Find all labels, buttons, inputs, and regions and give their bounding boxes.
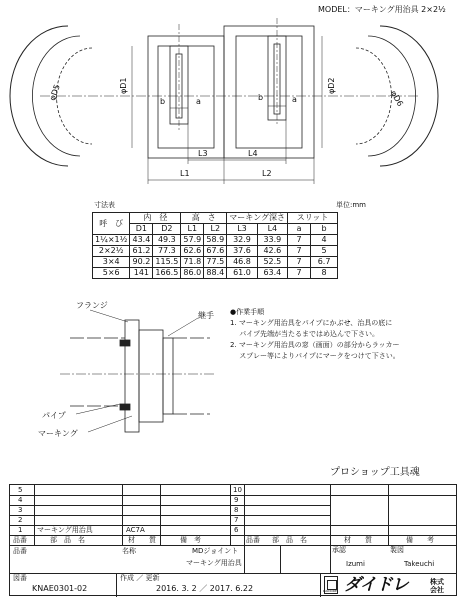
drawing-number: KNAE0301-02 [32, 584, 88, 593]
dim-l1: L1 [180, 169, 190, 178]
product-line-1: MDジョイント [192, 547, 239, 555]
cell: 6.7 [311, 257, 338, 268]
sub-d1: D1 [130, 224, 153, 235]
label-flange: フランジ [76, 301, 108, 310]
approver-name: Izumi [346, 560, 365, 568]
table-header-row [93, 213, 338, 224]
label-marking: マーキング [38, 429, 78, 438]
cell: 63.4 [257, 268, 287, 279]
col-takasa: 高 さ [181, 213, 227, 224]
hdr-material2: 材 質 [344, 536, 372, 544]
cell: 46.8 [227, 257, 257, 268]
row1-part-name: マーキング用治具 [37, 526, 93, 534]
cell: 49.3 [153, 235, 181, 246]
cell: 42.6 [257, 246, 287, 257]
dim-l2: L2 [262, 169, 272, 178]
procedure-notes [230, 307, 400, 362]
sub-d2: D2 [153, 224, 181, 235]
cell: 90.2 [130, 257, 153, 268]
label-pipe: パイプ [42, 411, 66, 420]
cell: 5×6 [93, 268, 130, 279]
dim-b-right: b [258, 93, 264, 102]
cell: 61.2 [130, 246, 153, 257]
cell: 32.9 [227, 235, 257, 246]
row-no: 6 [234, 526, 239, 534]
table-subheader-row [93, 224, 338, 235]
model-label: MODEL：マーキング用治具 2×2½ [318, 5, 446, 14]
row-no: 9 [234, 496, 239, 504]
table-title: 寸法表 [94, 201, 115, 209]
hdr-hinban: 品番 [13, 536, 27, 544]
hdr-hinban2: 品番 [246, 536, 260, 544]
cell: 67.6 [204, 246, 227, 257]
dim-b-left: b [160, 97, 166, 106]
hinmei-label: 品番 [13, 547, 27, 555]
cell: 37.6 [227, 246, 257, 257]
table-row [93, 235, 338, 246]
row-no: 7 [234, 516, 239, 524]
drafter-name: Takeuchi [404, 560, 435, 568]
dim-d2: φD2 [327, 77, 336, 94]
row-no: 5 [18, 486, 23, 494]
cell: 43.4 [130, 235, 153, 246]
company-suffix: 株式会社 [430, 578, 444, 594]
cell: 33.9 [257, 235, 287, 246]
row1-material: AC7A [126, 526, 145, 534]
cell: 4 [311, 235, 338, 246]
usage-detail-drawing [20, 296, 220, 456]
col-naikei: 内 径 [130, 213, 181, 224]
row-no: 4 [18, 496, 23, 504]
sub-a: a [288, 224, 311, 235]
notes-line: パイプ先端が当たるまではめ込んで下さい。 [230, 330, 380, 338]
sub-l3: L3 [227, 224, 257, 235]
logo-text: DAIDORE [323, 589, 337, 593]
hdr-part: 部 品 名 [50, 536, 85, 544]
cell: 7 [288, 257, 311, 268]
hdr-note2: 備 考 [406, 536, 434, 544]
col-yobi: 呼 び [93, 213, 130, 235]
cell: 77.5 [204, 257, 227, 268]
row-no: 8 [234, 506, 239, 514]
dim-a-right: a [292, 95, 297, 104]
title-block [9, 484, 457, 596]
row-no: 1 [18, 526, 23, 534]
name-label: 名称 [122, 547, 136, 555]
label-fitting: 継手 [198, 311, 214, 320]
cell: 8 [311, 268, 338, 279]
company-logo-icon [324, 576, 338, 594]
dim-d5: φD5 [47, 83, 62, 102]
company-name: ダイドレ [344, 575, 408, 595]
col-marking: マーキング深さ [227, 213, 288, 224]
cell: 62.6 [181, 246, 204, 257]
sub-l2: L2 [204, 224, 227, 235]
cell: 141 [130, 268, 153, 279]
product-line-2: マーキング用治具 [186, 559, 242, 567]
cell: 52.5 [257, 257, 287, 268]
hdr-material: 材 質 [128, 536, 156, 544]
dim-l4: L4 [248, 149, 258, 158]
cell: 7 [288, 235, 311, 246]
cell: 115.5 [153, 257, 181, 268]
cell: 86.0 [181, 268, 204, 279]
notes-title: ●作業手順 [230, 308, 265, 316]
table-row [93, 257, 338, 268]
row-no: 3 [18, 506, 23, 514]
dimension-table [92, 212, 338, 279]
table-row [93, 246, 338, 257]
sub-b: b [311, 224, 338, 235]
cell: 88.4 [204, 268, 227, 279]
sub-l1: L1 [181, 224, 204, 235]
row-no: 2 [18, 516, 23, 524]
dim-a-left: a [196, 97, 201, 106]
col-slit: スリット [288, 213, 338, 224]
hdr-note: 備 考 [180, 536, 201, 544]
notes-line: 1. マーキング用治具をパイプにかぶせ、治具の底に [230, 319, 393, 327]
cell: 5 [311, 246, 338, 257]
draw-label: 製図 [390, 546, 404, 554]
cell: 58.9 [204, 235, 227, 246]
row-no: 10 [233, 486, 242, 494]
assembly-drawing [0, 18, 460, 198]
shop-name: プロショップ工具魂 [330, 467, 420, 478]
cell: 57.9 [181, 235, 204, 246]
table-unit: 単位:mm [336, 201, 366, 209]
date-label: 作成 ／ 更新 [120, 574, 160, 582]
dim-d1: φD1 [119, 77, 128, 94]
cell: 3×4 [93, 257, 130, 268]
dim-l3: L3 [198, 149, 208, 158]
dim-d6: φD6 [388, 89, 405, 108]
approve-label: 承認 [332, 546, 346, 554]
table-row [93, 268, 338, 279]
cell: 7 [288, 268, 311, 279]
dates: 2016. 3. 2 ／ 2017. 6.22 [156, 584, 254, 593]
cell: 77.3 [153, 246, 181, 257]
sub-l4: L4 [257, 224, 287, 235]
cell: 61.0 [227, 268, 257, 279]
notes-line: 2. マーキング用治具の窓（画面）の部分からラッカー [230, 341, 400, 349]
notes-line: スプレー等によりパイプにマークをつけて下さい。 [230, 352, 400, 360]
cell: 71.8 [181, 257, 204, 268]
cell: 7 [288, 246, 311, 257]
zuban-label: 図番 [13, 574, 27, 582]
cell: 1¼×1½ [93, 235, 130, 246]
cell: 2×2½ [93, 246, 130, 257]
hdr-part2: 部 品 名 [272, 536, 307, 544]
cell: 166.5 [153, 268, 181, 279]
